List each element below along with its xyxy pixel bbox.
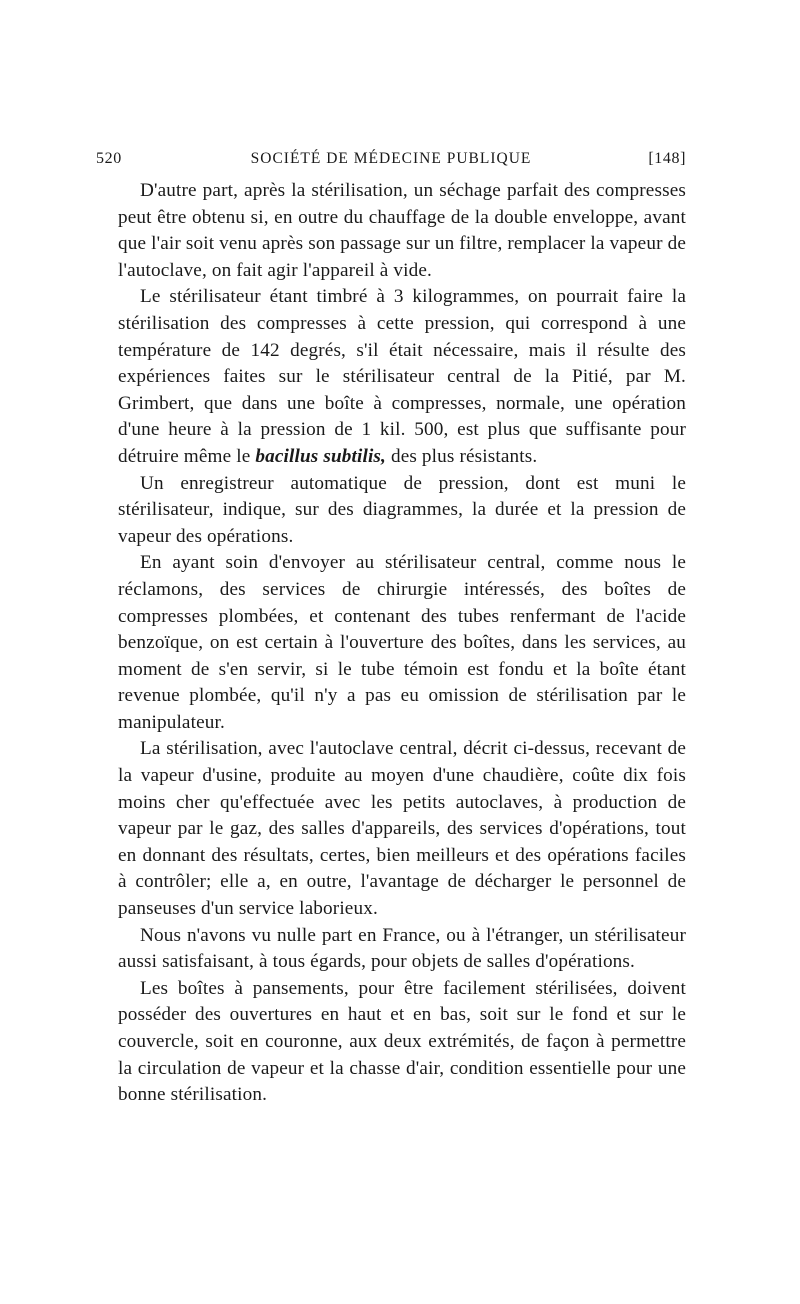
page-number: 520 (96, 150, 122, 167)
paragraph-pressure-end: des plus résistants. (390, 445, 538, 467)
paragraph-cost: La stérilisation, avec l'autoclave central, décrit ci-dessus, recevant de la vapeur d'usine, produite au moyen d'une chaudière, coûte dix fois moins cher qu'effectuée avec les petits autoclaves, à production de vapeur par le gaz, des salles d'appareils, des services d'opérations, tout en donnant des résultats, certes, bien meilleurs et des opérations faciles à contrôler; elle a, en outre, l'avantage de décharger le personnel de panseuses d'un service laborieux. (118, 738, 686, 920)
paragraph-dressing-boxes: Les boîtes à pansements, pour être facilement stérilisées, doivent posséder des ouvertures en haut et en bas, soit sur le fond et sur le couvercle, soit en couronne, aux deux extrémités, de façon à permettre la circulation de vapeur et la chasse d'air, condition essentielle pour une bonne stérilisation. (118, 977, 686, 1106)
journal-title: SOCIÉTÉ DE MÉDECINE PUBLIQUE (250, 150, 532, 167)
body-text (118, 178, 686, 1109)
paragraph-recorder: Un enregistreur automatique de pression, dont est muni le stérilisateur, indique, sur des diagrammes, la durée et la pression de vapeur des opérations. (118, 472, 686, 547)
paragraph-pressure (118, 284, 686, 470)
paragraph-drying: D'autre part, après la stérilisation, un séchage parfait des compresses peut être obtenu si, en outre du chauffage de la double enveloppe, avant que l'air soit venu après son passage sur un filtre, remplacer la vapeur de l'autoclave, on fait agir l'appareil à vide. (118, 180, 686, 281)
running-head (96, 150, 686, 174)
paragraph-pressure-text: Le stérilisateur étant timbré à 3 kilogrammes, on pourrait faire la stérilisation des compresses à cette pression, qui correspond à une température de 142 degrés, s'il était nécessaire, mais il résulte des expériences faites sur le stérilisateur central de la Pitié, par M. Grimbert, que dans une boîte à compresses, normale, une opération d'une heure à la pression de 1 kil. 500, est plus que suffisante pour détruire même le (118, 286, 686, 467)
paragraph-sealed-boxes: En ayant soin d'envoyer au stérilisateur central, comme nous le réclamons, des services de chirurgie intéressés, des boîtes de compresses plombées, et contenant des tubes renfermant de l'acide benzoïque, on est certain à l'ouverture des boîtes, dans les services, au moment de s'en servir, si le tube témoin est fondu et la boîte étant revenue plombée, qu'il n'y a pas eu omission de stérilisation par le manipulateur. (118, 552, 686, 733)
section-number: [148] (648, 150, 686, 167)
paragraph-comparison: Nous n'avons vu nulle part en France, ou à l'étranger, un stérilisateur aussi satisfaisant, à tous égards, pour objets de salles d'opérations. (118, 924, 686, 973)
bacillus-name: bacillus subtilis, (255, 445, 386, 467)
